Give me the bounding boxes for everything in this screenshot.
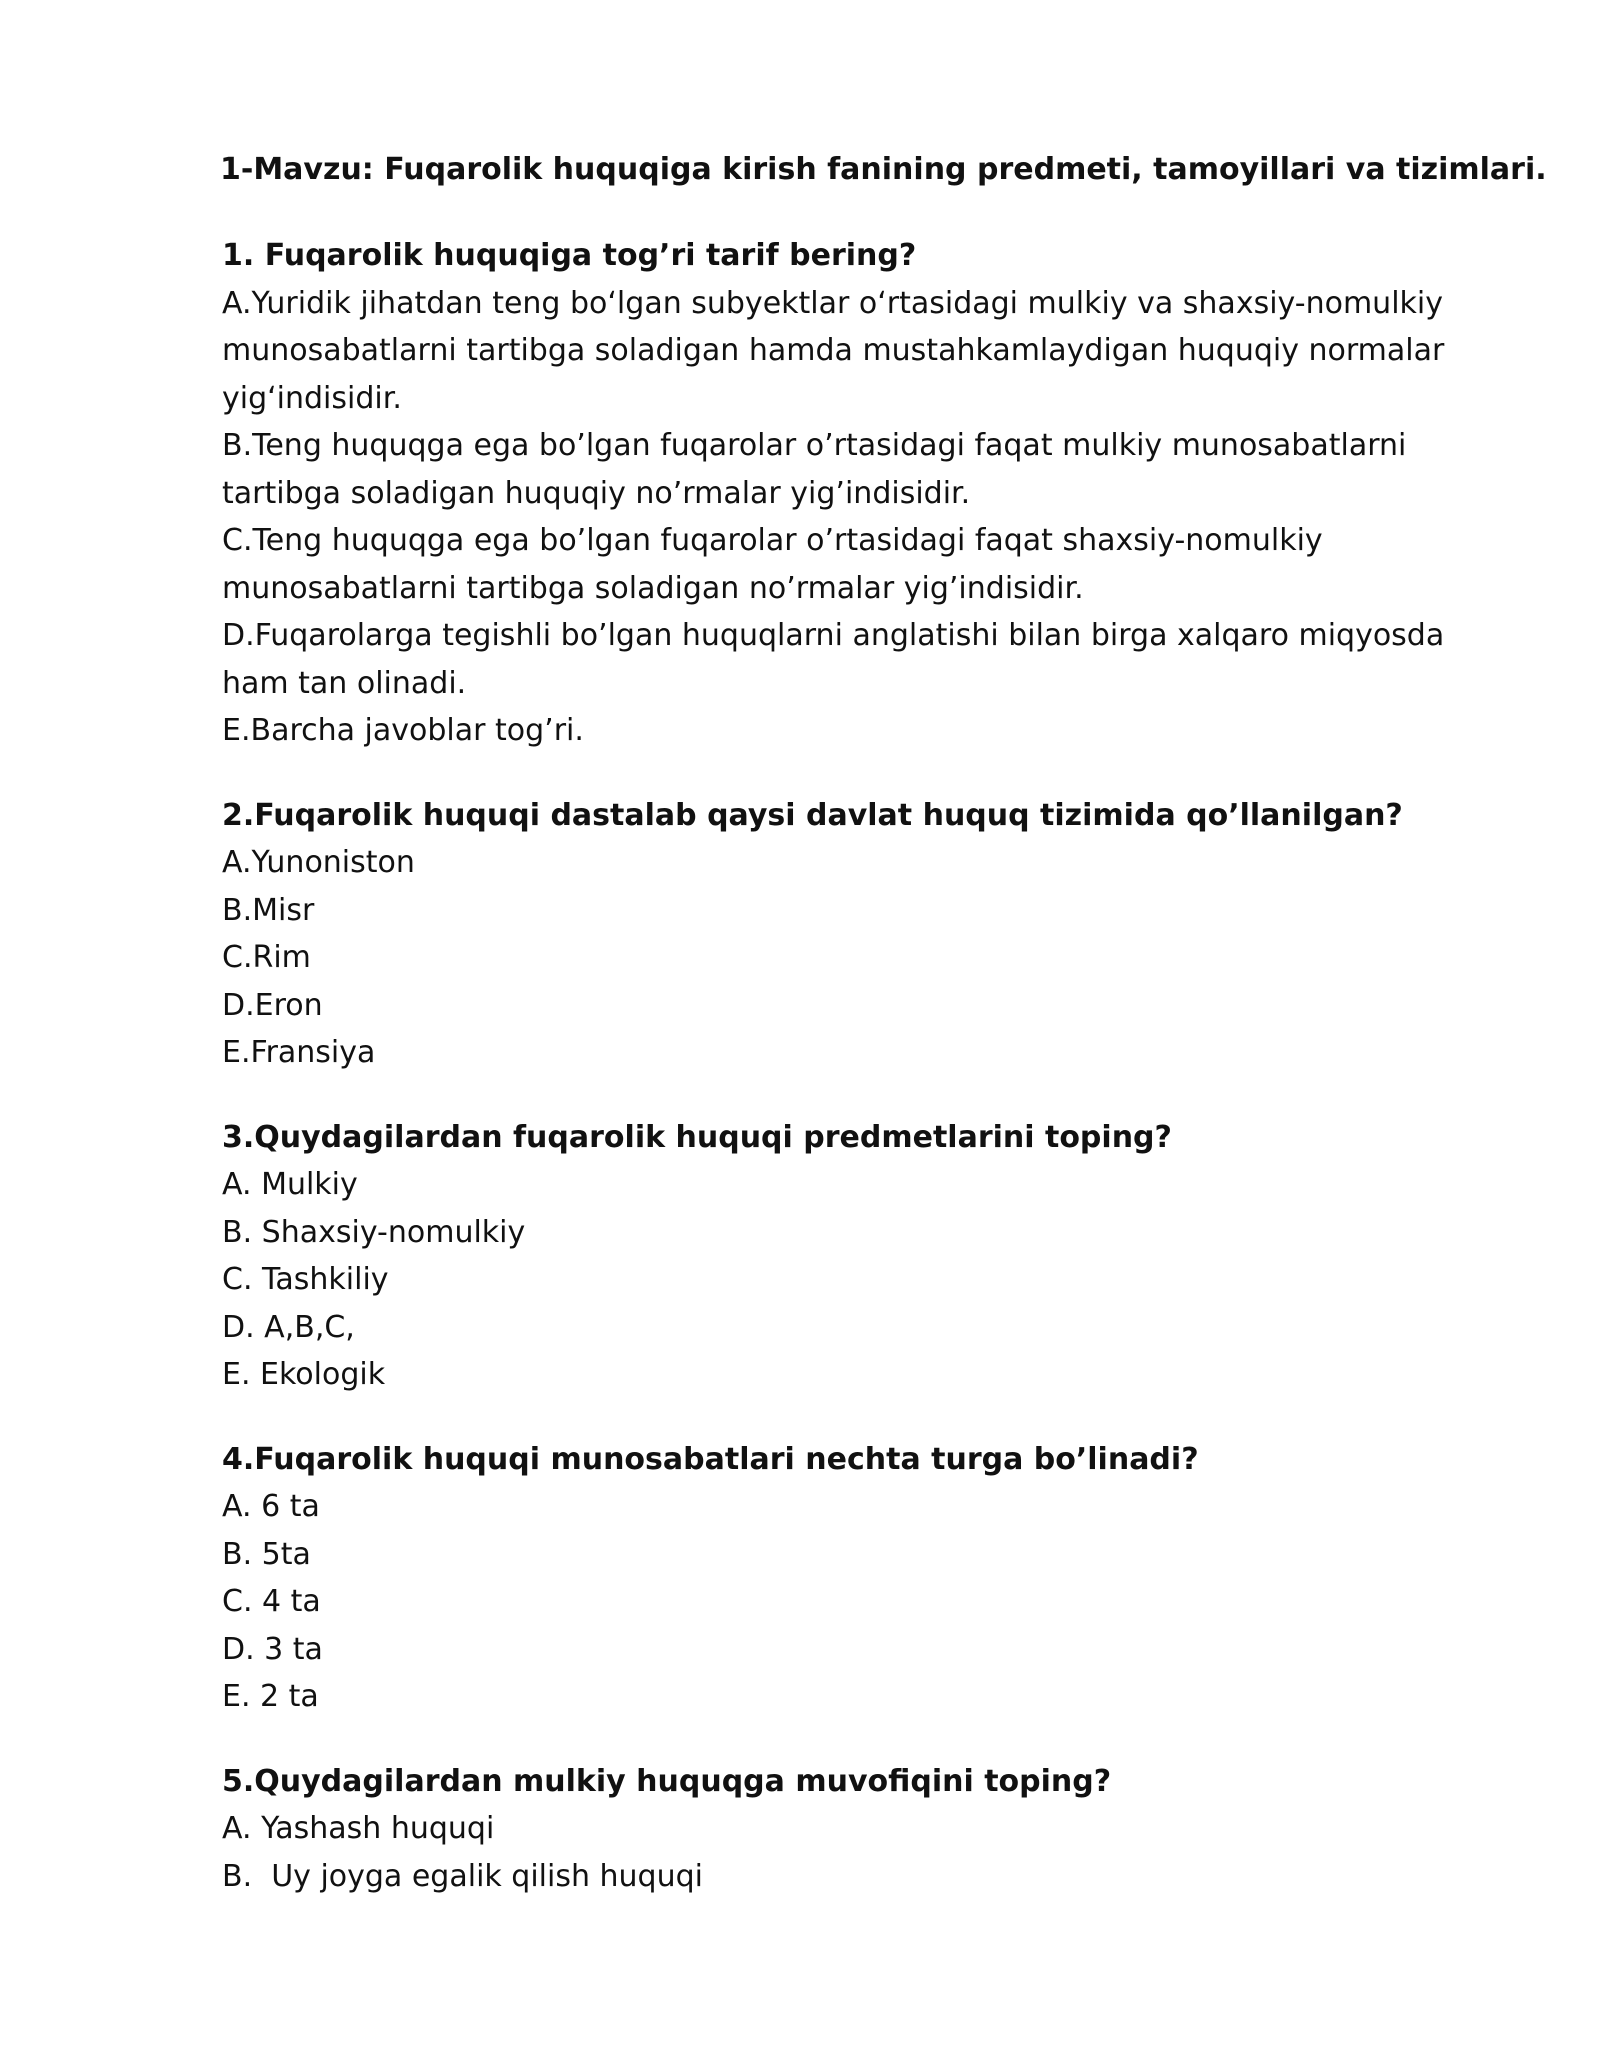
answer-options [222,1161,1452,1399]
answer-option-e: E.Fransiya [222,1035,376,1070]
question-2 [222,792,1452,1077]
answer-option-d: D. A,B,C, [222,1309,355,1345]
answer-option-e: E. 2 ta [222,1679,319,1714]
question-text: 4.Fuqarolik huquqi munosabatlari nechta turga bo’linadi? [222,1441,1199,1477]
question-text: 3.Quydagilardan fuqarolik huquqi predmetlarini toping? [222,1119,1172,1155]
answer-option-b: B. Shaxsiy-nomulkiy [222,1214,526,1250]
question-text: 1. Fuqarolik huquqiga tog’ri tarif bering? [222,238,917,273]
answer-option-e: E. Ekologik [222,1357,386,1392]
answer-option-b: B. Uy joyga egalik qilish huquqi [222,1858,703,1894]
answer-option-a: A.Yunoniston [222,845,415,880]
question-text: 5.Quydagilardan mulkiy huquqga muvofiqini toping? [222,1763,1112,1799]
answer-option-b: B.Teng huquqga ega bo’lgan fuqarolar o’rtasidagi faqat mulkiy munosabatlarni tartibga soladigan huquqiy no’rmalar yig’indisidir. [222,428,1407,511]
question-3 [222,1114,1452,1399]
question-text: 2.Fuqarolik huquqi dastalab qaysi davlat huquq tizimida qo’llanilgan? [222,797,1403,833]
answer-options [222,1805,1452,1900]
answer-option-a: A. 6 ta [222,1489,320,1524]
answer-option-c: C.Teng huquqga ega bo’lgan fuqarolar o’rtasidagi faqat shaxsiy-nomulkiy munosabatlarni tartibga soladigan no’rmalar yig’indisidir. [222,523,1323,606]
question-4 [222,1436,1452,1721]
answer-options [222,839,1452,1077]
answer-option-d: D. 3 ta [222,1631,323,1667]
question-5 [222,1758,1452,1901]
answer-option-a: A. Yashash huquqi [222,1811,495,1846]
answer-option-b: B. 5ta [222,1536,311,1572]
answer-option-b: B.Misr [222,892,315,928]
answer-options [222,280,1452,755]
answer-option-c: C. 4 ta [222,1584,321,1619]
answer-option-d: D.Fuqarolarga tegishli bo’lgan huquqlarni anglatishi bilan birga xalqaro miqyosda ham tan olinadi. [222,618,1445,701]
answer-options [222,1483,1452,1721]
question-1 [222,232,1452,755]
answer-option-d: D.Eron [222,987,323,1023]
answer-option-e: E.Barcha javoblar tog’ri. [222,713,584,748]
question-list [222,232,1452,1937]
answer-option-a: A. Mulkiy [222,1167,358,1202]
document-title: 1-Mavzu: Fuqarolik huquqiga kirish fanining predmeti, tamoyillari va tizimlari. [220,152,1547,187]
answer-option-c: C.Rim [222,940,311,975]
answer-option-c: C. Tashkiliy [222,1262,389,1297]
answer-option-a: A.Yuridik jihatdan teng bo‘lgan subyektlar o‘rtasidagi mulkiy va shaxsiy-nomulkiy munosabatlarni tartibga soladigan hamda mustahkamlaydigan huquqiy normalar yig‘indisidir. [222,285,1445,416]
